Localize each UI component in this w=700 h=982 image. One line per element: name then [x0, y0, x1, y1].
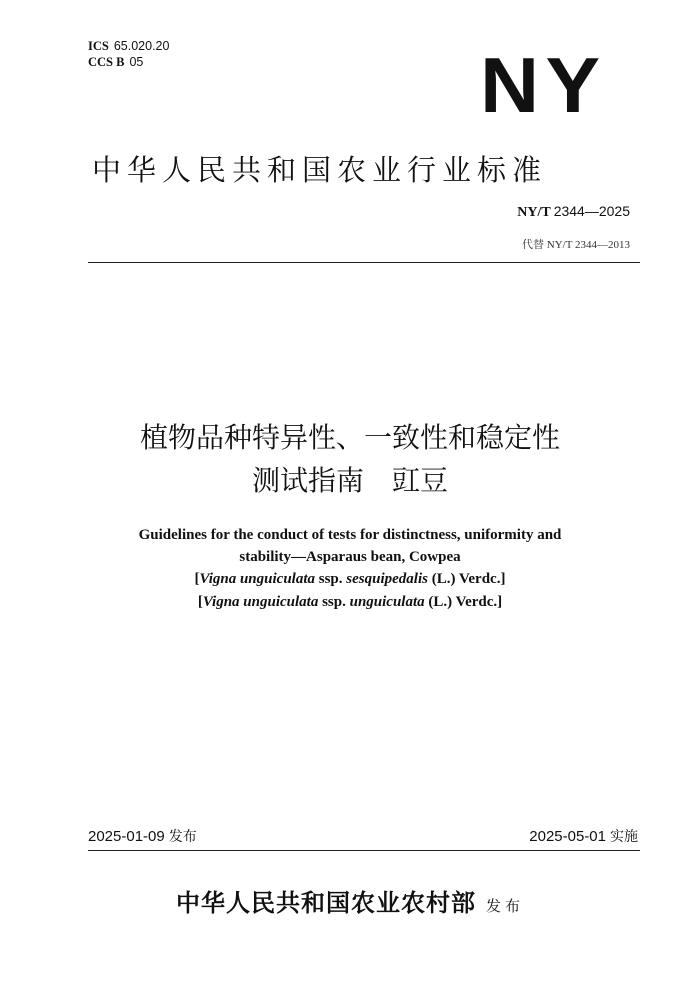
classification-codes: [88, 38, 169, 70]
title-cn-line1: 植物品种特异性、一致性和稳定性: [139, 421, 560, 454]
effective-date: 2025-05-01 实施: [529, 828, 638, 845]
ccs-code: CCS B 05: [88, 55, 144, 69]
title-en-line1: Guidelines for the conduct of tests for distinctness, uniformity and: [138, 527, 562, 543]
title-en-line4: [Vigna unguiculata ssp. unguiculata (L.) Verdc.]: [197, 594, 503, 610]
title-en-line3: [Vigna unguiculata ssp. sesquipedalis (L.) Verdc.]: [194, 571, 506, 587]
industry-standard-title: 中华人民共和国农业行业标准: [92, 153, 548, 187]
ny-logo: NY: [480, 41, 607, 129]
title-cn-line2: 测试指南 豇豆: [251, 464, 448, 497]
issue-date: 2025-01-09 发布: [88, 828, 197, 845]
footer-divider: [88, 850, 640, 851]
ics-code: ICS 65.020.20: [88, 39, 170, 53]
title-en-line2: stability—Asparaus bean, Cowpea: [239, 549, 461, 565]
replaces-standard: 代替 NY/T 2344—2013: [522, 239, 630, 251]
standard-number: NY/T 2344—2025: [517, 203, 630, 220]
issuing-authority: 中华人民共和国农业农村部 发布: [175, 888, 524, 917]
header-divider: [88, 262, 640, 263]
